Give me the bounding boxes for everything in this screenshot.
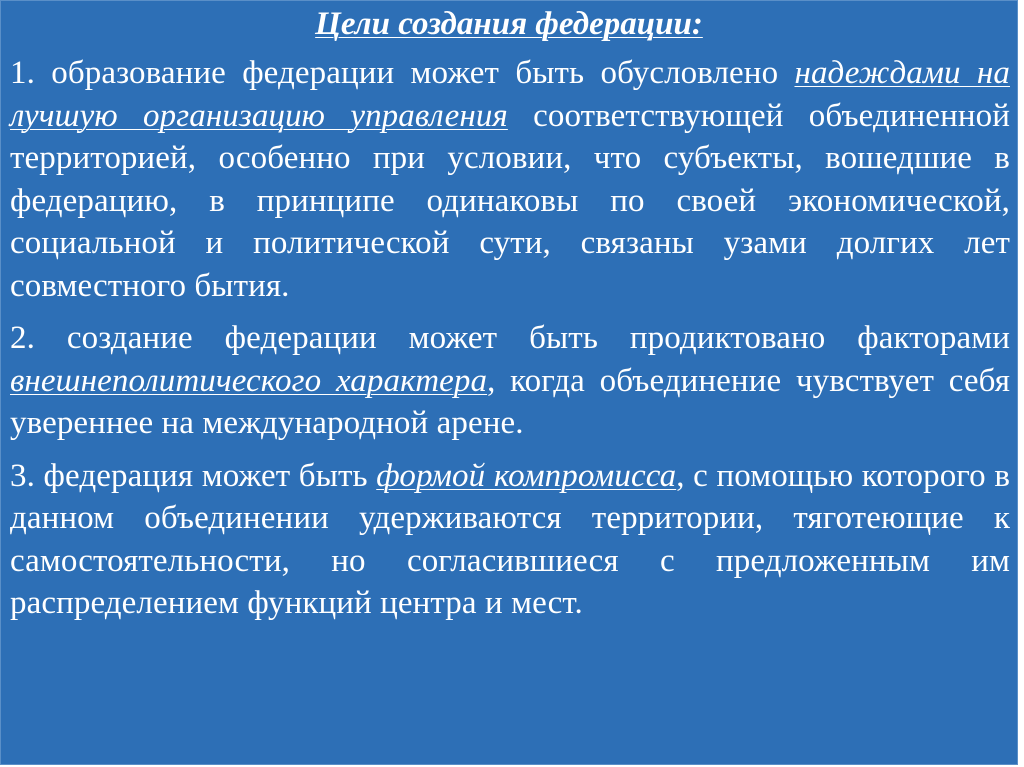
paragraph-text: создание федерации может быть продиктовано факторами xyxy=(34,320,1010,356)
slide-title: Цели создания федерации: xyxy=(315,6,703,42)
paragraph-1 xyxy=(10,52,1010,307)
paragraph-number: 3. xyxy=(10,457,35,494)
paragraph-text: , с помощью которого в данном объединении удерживаются территории, тяготеющие к самостоятельности, но согласившиеся с предложенным им распределением функций центра и мест. xyxy=(10,457,1010,621)
slide-content xyxy=(10,52,1010,635)
paragraph-number: 1. xyxy=(10,55,35,91)
paragraph-2 xyxy=(10,317,1010,445)
paragraph-text: образование федерации может быть обусловлено xyxy=(34,55,795,91)
emphasized-phrase: внешнеполитического характера xyxy=(10,362,488,399)
paragraph-3 xyxy=(10,455,1010,625)
paragraph-number: 2. xyxy=(10,320,35,356)
paragraph-text: , когда объединение чувствует себя увереннее на международной арене. xyxy=(10,362,1010,441)
paragraph-text: федерация может быть xyxy=(34,457,377,494)
paragraph-text: соответствующей объединенной территорией, особенно при условии, что субъекты, вошедшие в федерацию, в принципе одинаковы по своей экономической, социальной и политической сути, связаны узами долгих лет совместного бытия. xyxy=(10,97,1010,304)
emphasized-phrase: надеждами на лучшую организацию управления xyxy=(10,55,1010,134)
emphasized-phrase: формой компромисса xyxy=(376,457,677,494)
